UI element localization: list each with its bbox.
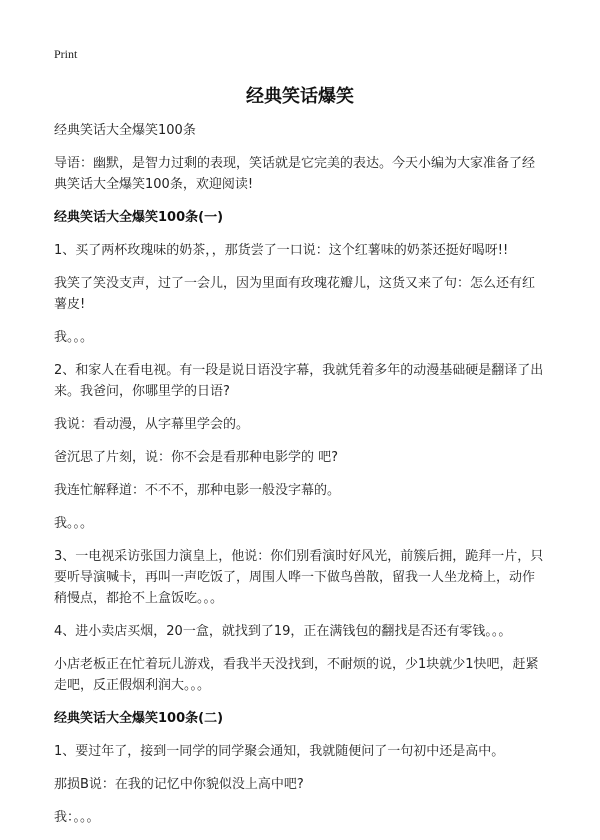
section-heading-2: 经典笑话大全爆笑100条(二) xyxy=(54,711,224,726)
section-heading-1: 经典笑话大全爆笑100条(一) xyxy=(54,210,224,225)
paragraph: 3、一电视采访张国力演皇上，他说：你们别看演时好风光，前簇后拥，跪拜一片，只要听导演喊卡，再叫一声吃饭了，周围人哗一下做鸟兽散，留我一人坐龙椅上，动作稍慢点，都抢不上盒饭吃。。。 xyxy=(54,549,544,606)
page-title: 经典笑话爆笑 xyxy=(246,86,354,107)
paragraph: 1、要过年了，接到一同学的同学聚会通知，我就随便问了一句初中还是高中。 xyxy=(54,744,505,759)
paragraph: 我。。。 xyxy=(54,516,94,531)
paragraph: 那损B说：在我的记忆中你貌似没上高中吧? xyxy=(54,777,304,792)
paragraph: 我笑了笑没支声，过了一会儿，因为里面有玫瑰花瓣儿，这货又来了句：怎么还有红薯皮! xyxy=(54,276,536,312)
paragraph: 我：。。。 xyxy=(54,810,100,825)
paragraph: 4、进小卖店买烟，20一盒，就找到了19，正在满钱包的翻找是否还有零钱。。。 xyxy=(54,624,512,639)
paragraph: 我。。。 xyxy=(54,330,94,345)
print-link[interactable]: Print xyxy=(54,47,78,61)
article-body xyxy=(54,120,546,840)
paragraph: 2、和家人在看电视。有一段是说日语没字幕，我就凭着多年的动漫基础硬是翻译了出来。我爸问，你哪里学的日语? xyxy=(54,363,544,399)
paragraph: 爸沉思了片刻，说：你不会是看那种电影学的 吧? xyxy=(54,450,339,465)
paragraph: 我说：看动漫，从字幕里学会的。 xyxy=(54,417,250,432)
article-subtitle: 经典笑话大全爆笑100条 xyxy=(54,123,196,138)
article-intro: 导语：幽默，是智力过剩的表现，笑话就是它完美的表达。今天小编为大家准备了经典笑话大全爆笑100条，欢迎阅读! xyxy=(54,156,536,192)
paragraph: 我连忙解释道：不不不，那种电影一般没字幕的。 xyxy=(54,483,341,498)
paragraph: 1、买了两杯玫瑰味的奶茶，，那货尝了一口说：这个红薯味的奶茶还挺好喝呀!! xyxy=(54,243,509,258)
paragraph: 小店老板正在忙着玩儿游戏，看我半天没找到，不耐烦的说，少1块就少1快吧，赶紧走吧，反正假烟利润大。。。 xyxy=(54,657,539,693)
